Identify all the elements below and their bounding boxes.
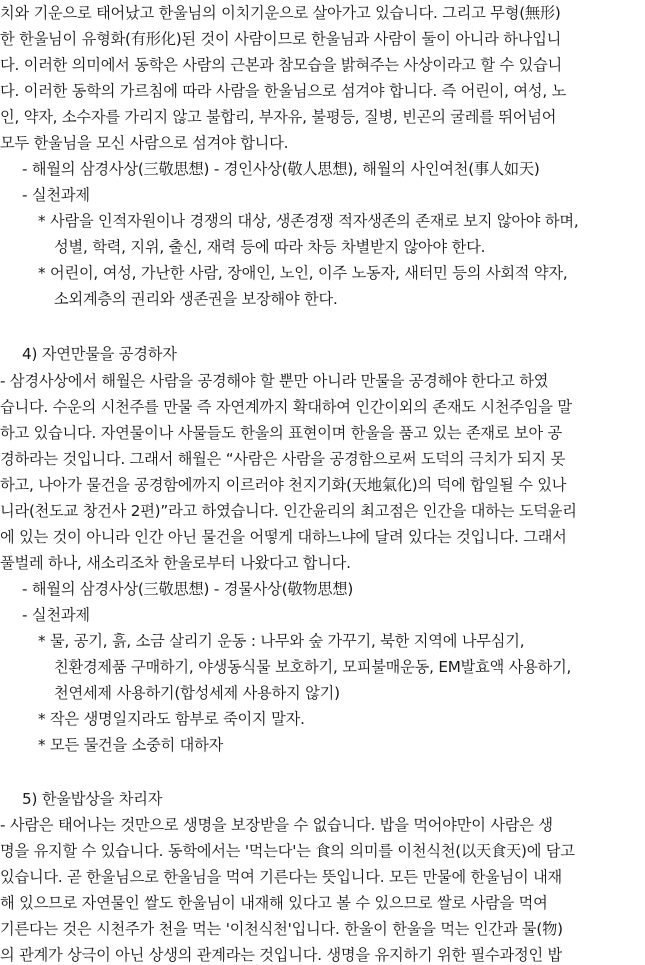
s4-point-4: 친환경제품 구매하기, 야생동식물 보호하기, 모피불매운동, EM발효액 사용하기, — [54, 658, 572, 676]
s5-line-1: - 사람은 태어나는 것만으로 생명을 보장받을 수 없습니다. 밥을 먹어야만이 사람은 생 — [0, 816, 553, 834]
s5-line-6: 의 관계가 상극이 아닌 상생의 관계라는 것입니다. 생명을 유지하기 위한 필수과정인 밥 — [0, 946, 563, 964]
s5-line-3: 있습니다. 곧 한울님으로 한울님을 먹여 기른다는 뜻입니다. 모든 만물에 한울님이 내재 — [0, 868, 563, 886]
s4-line-7: 에 있는 것이 아니라 인간 아닌 물건을 어떻게 대하느냐에 달려 있다는 것입니다. 그래서 — [0, 528, 567, 546]
p1-line-3: 다. 이러한 의미에서 동학은 사람의 근본과 참모습을 밝혀주는 사상이라고 할 수 있습니 — [0, 56, 563, 74]
s5-line-4: 해 있으므로 자연물인 쌀도 한울님이 내재해 있다고 볼 수 있으므로 쌀로 사람을 먹여 — [0, 894, 548, 912]
p1-point-2: - 실천과제 — [22, 186, 90, 204]
s4-line-3: 하고 있습니다. 자연물이나 사물들도 한울의 표현이며 한울을 품고 있는 존재로 보아 공 — [0, 424, 563, 442]
s4-point-3: * 물, 공기, 흙, 소금 살리기 운동 : 나무와 숲 가꾸기, 북한 지역에 나무심기, — [38, 632, 525, 650]
s4-line-2: 습니다. 수운의 시천주를 만물 즉 자연계까지 확대하여 인간이외의 존재도 시천주임을 말 — [0, 398, 572, 416]
p1-point-4: 성별, 학력, 지위, 출신, 재력 등에 따라 차등 차별받지 않아야 한다. — [54, 238, 486, 256]
s4-point-2: - 실천과제 — [22, 606, 90, 624]
s5-line-2: 명을 유지할 수 있습니다. 동학에서는 '먹는다'는 食의 의미를 이천식천(以天食天)에 담고 — [0, 842, 575, 860]
s4-line-8: 풀벌레 하나, 새소리조차 한울로부터 나왔다고 합니다. — [0, 554, 351, 572]
p1-point-1: - 해월의 삼경사상(三敬思想) - 경인사상(敬人思想), 해월의 사인여천(事人如天) — [22, 160, 540, 178]
s4-point-6: * 작은 생명일지라도 함부로 죽이지 말자. — [38, 710, 305, 728]
s4-point-1: - 해월의 삼경사상(三敬思想) - 경물사상(敬物思想) — [22, 580, 354, 598]
s4-point-7: * 모든 물건을 소중히 대하자 — [38, 736, 224, 754]
p1-line-4: 다. 이러한 동학의 가르침에 따라 사람을 한울님으로 섬겨야 합니다. 즉 어린이, 여성, 노 — [0, 82, 567, 100]
p1-line-5: 인, 약자, 소수자를 가리지 않고 불합리, 부자유, 불평등, 질병, 빈곤의 굴레를 뛰어넘어 — [0, 108, 557, 126]
s4-line-6: 니라(천도교 창건사 2편)”라고 하였습니다. 인간윤리의 최고점은 인간을 대하는 도덕윤리 — [0, 502, 577, 520]
p1-line-2: 한 한울님이 유형화(有形化)된 것이 사람이므로 한울님과 사람이 둘이 아니라 하나입니 — [0, 30, 562, 48]
s5-line-5: 기른다는 것은 시천주가 천을 먹는 '이천식천'입니다. 한울이 한울을 먹는 인간과 물(物) — [0, 920, 563, 938]
s4-line-5: 하고, 나아가 물건을 공경함에까지 이르러야 천지기화(天地氣化)의 덕에 합일될 수 있나 — [0, 476, 567, 494]
section-4-heading: 4) 자연만물을 공경하자 — [22, 345, 177, 363]
section-5-heading: 5) 한울밥상을 차리자 — [22, 790, 163, 808]
p1-point-5: * 어린이, 여성, 가난한 사람, 장애인, 노인, 이주 노동자, 새터민 등의 사회적 약자, — [38, 264, 568, 282]
p1-line-6: 모두 한울님을 모신 사람으로 섬겨야 합니다. — [0, 134, 289, 152]
p1-point-3: * 사람을 인적자원이나 경쟁의 대상, 생존경쟁 적자생존의 존재로 보지 않아야 하며, — [38, 212, 579, 230]
s4-point-5: 천연세제 사용하기(합성세제 사용하지 않기) — [54, 684, 340, 702]
p1-point-6: 소외계층의 권리와 생존권을 보장해야 한다. — [54, 290, 338, 308]
s4-line-4: 경하라는 것입니다. 그래서 해월은 “사람은 사람을 공경함으로써 도덕의 극치가 되지 못 — [0, 450, 566, 468]
s4-line-1: - 삼경사상에서 해월은 사람을 공경해야 할 뿐만 아니라 만물을 공경해야 한다고 하였 — [0, 372, 549, 390]
p1-line-1: 치와 기운으로 태어났고 한울님의 이치기운으로 살아가고 있습니다. 그리고 무형(無形) — [0, 4, 561, 22]
